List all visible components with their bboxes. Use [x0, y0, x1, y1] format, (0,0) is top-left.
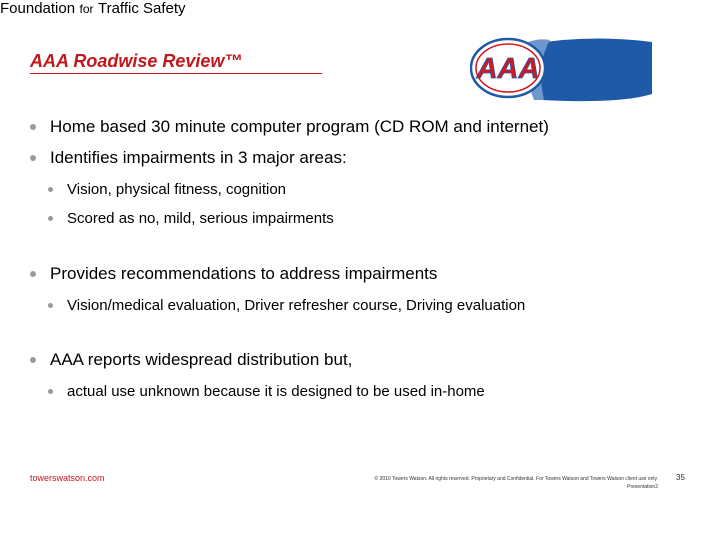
bullet-text: Provides recommendations to address impairments — [50, 264, 438, 283]
bullet-text: Identifies impairments in 3 major areas: — [50, 148, 347, 167]
bullet-dot-icon — [30, 155, 36, 161]
bullet-dot-icon — [30, 124, 36, 130]
logo-text — [0, 0, 720, 18]
bullet-text: Vision, physical fitness, cognition — [67, 181, 287, 198]
bullet-dot-icon — [30, 357, 36, 363]
bullet-dot-icon — [48, 216, 53, 221]
bullet-item — [30, 264, 437, 284]
presentation-name: Presentation2 — [627, 484, 658, 490]
slide-title: AAA Roadwise Review™ — [30, 51, 243, 71]
bullet-text: actual use unknown because it is designed to be used in-home — [67, 383, 485, 400]
footer-copyright — [316, 475, 658, 491]
bullet-dot-icon — [30, 271, 36, 277]
bullet-item — [30, 117, 549, 137]
bullet-dot-icon — [48, 389, 53, 394]
footer-site-link[interactable]: towerswatson.com — [30, 473, 105, 483]
bullet-text: Scored as no, mild, serious impairments — [67, 210, 334, 227]
bullet-item — [30, 350, 352, 370]
sub-bullet-item — [48, 297, 525, 314]
bullet-text: Vision/medical evaluation, Driver refresher course, Driving evaluation — [67, 297, 526, 314]
bullet-item — [30, 148, 347, 168]
sub-bullet-item — [48, 181, 286, 198]
logo-line-foundation: Foundation — [0, 0, 76, 17]
sub-bullet-item — [48, 383, 485, 400]
bullet-text: AAA reports widespread distribution but, — [50, 350, 353, 369]
bullet-text: Home based 30 minute computer program (CD ROM and internet) — [50, 117, 549, 136]
logo-brand-text: AAA — [476, 53, 540, 85]
copyright-line: © 2010 Towers Watson. All rights reserved. Proprietary and Confidential. For Towers Watson and Towers Watson client use only. — [374, 476, 658, 482]
title-underline — [30, 73, 322, 74]
logo-line-traffic-safety: Traffic Safety — [97, 0, 186, 17]
bullet-dot-icon — [48, 303, 53, 308]
page-number: 35 — [676, 473, 685, 482]
sub-bullet-item — [48, 210, 334, 227]
bullet-dot-icon — [48, 187, 53, 192]
logo-line-for: for — [79, 2, 94, 16]
aaa-logo-icon — [470, 34, 655, 106]
